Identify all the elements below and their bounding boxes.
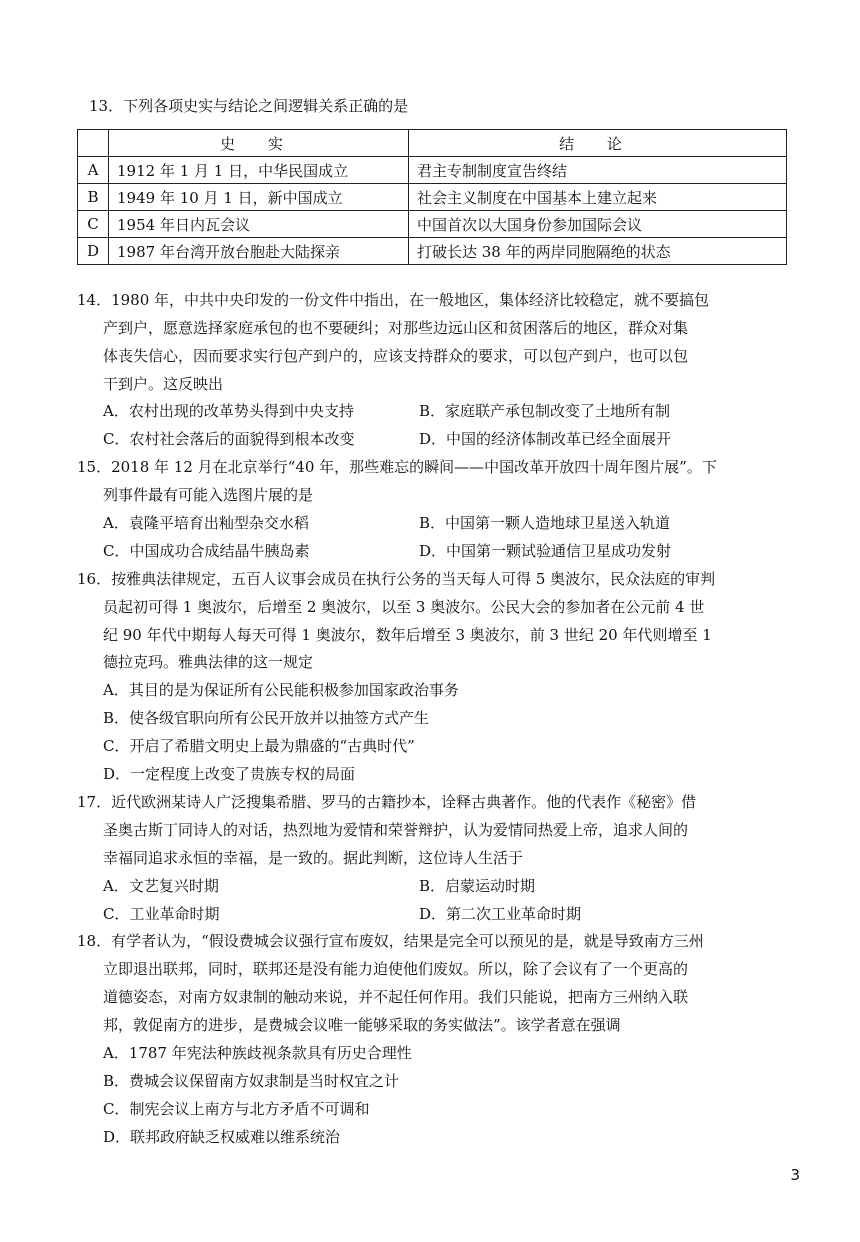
q15-option-c[interactable]: C．中国成功合成结晶牛胰岛素 (103, 542, 310, 560)
header-fact: 史 实 (109, 130, 409, 157)
q14-line-4: 干到户。这反映出 (103, 375, 224, 393)
q17-line-2: 圣奥古斯丁同诗人的对话，热烈地为爱情和荣誉辩护，认为爱情同热爱上帝，追求人间的 (103, 821, 689, 839)
q13-stem: 13．下列各项史实与结论之间逻辑关系正确的是 (89, 97, 409, 115)
table-row (78, 211, 787, 238)
q18-option-c[interactable]: C．制宪会议上南方与北方矛盾不可调和 (103, 1100, 370, 1118)
row-conclusion: 社会主义制度在中国基本上建立起来 (409, 184, 787, 211)
q17-line-1: 17．近代欧洲某诗人广泛搜集希腊、罗马的古籍抄本，诠释古典著作。他的代表作《秘密》借 (77, 793, 697, 811)
table-row (78, 184, 787, 211)
q18-line-1: 18．有学者认为，“假设费城会议强行宣布废奴，结果是完全可以预见的是，就是导致南方三州 (77, 932, 704, 950)
q18-option-a[interactable]: A．1787 年宪法种族歧视条款具有历史合理性 (103, 1044, 412, 1062)
q16-line-1: 16．按雅典法律规定，五百人议事会成员在执行公务的当天每人可得 5 奥波尔，民众法庭的审判 (77, 570, 716, 588)
q18-option-b[interactable]: B．费城会议保留南方奴隶制是当时权宜之计 (103, 1072, 400, 1090)
q17-option-a[interactable]: A．文艺复兴时期 (103, 877, 219, 895)
q14-option-b[interactable]: B．家庭联产承包制改变了土地所有制 (419, 402, 671, 420)
q14-line-1: 14．1980 年，中共中央印发的一份文件中指出，在一般地区，集体经济比较稳定，就不要搞包 (77, 291, 710, 309)
table-header-row (78, 130, 787, 157)
q18-line-3: 道德姿态，对南方奴隶制的触动来说，并不起任何作用。我们只能说，把南方三州纳入联 (103, 988, 689, 1006)
q16-option-d[interactable]: D．一定程度上改变了贵族专权的局面 (103, 765, 356, 783)
q16-line-3: 纪 90 年代中期每人每天可得 1 奥波尔，数年后增至 3 奥波尔，前 3 世纪 20 年代则增至 1 (103, 626, 712, 644)
row-letter: D (78, 238, 109, 265)
row-conclusion: 君主专制制度宣告终结 (409, 157, 787, 184)
table-row (78, 238, 787, 265)
row-fact: 1912 年 1 月 1 日，中华民国成立 (109, 157, 409, 184)
q17-option-d[interactable]: D．第二次工业革命时期 (419, 905, 582, 923)
row-conclusion: 打破长达 38 年的两岸同胞隔绝的状态 (409, 238, 787, 265)
header-conclusion: 结 论 (409, 130, 787, 157)
row-letter: B (78, 184, 109, 211)
q13-table (77, 129, 787, 265)
q18-option-d[interactable]: D．联邦政府缺乏权威难以维系统治 (103, 1128, 341, 1146)
row-conclusion: 中国首次以大国身份参加国际会议 (409, 211, 787, 238)
q16-option-a[interactable]: A．其目的是为保证所有公民能积极参加国家政治事务 (103, 681, 459, 699)
q15-option-d[interactable]: D．中国第一颗试验通信卫星成功发射 (419, 542, 672, 560)
q14-line-3: 体丧失信心，因而要求实行包产到户的，应该支持群众的要求，可以包产到户，也可以包 (103, 347, 689, 365)
row-fact: 1949 年 10 月 1 日，新中国成立 (109, 184, 409, 211)
page-number: 3 (790, 1166, 800, 1184)
row-letter: A (78, 157, 109, 184)
table-row (78, 157, 787, 184)
q15-line-2: 列事件最有可能入选图片展的是 (103, 486, 314, 504)
q18-line-2: 立即退出联邦，同时，联邦还是没有能力迫使他们废奴。所以，除了会议有了一个更高的 (103, 960, 689, 978)
q14-option-c[interactable]: C．农村社会落后的面貌得到根本改变 (103, 430, 355, 448)
q16-line-2: 员起初可得 1 奥波尔，后增至 2 奥波尔，以至 3 奥波尔。公民大会的参加者在公元前 4 世 (103, 598, 705, 616)
q14-line-2: 产到户，愿意选择家庭承包的也不要硬纠；对那些边远山区和贫困落后的地区，群众对集 (103, 319, 689, 337)
q15-option-a[interactable]: A．袁隆平培育出籼型杂交水稻 (103, 514, 309, 532)
q16-option-c[interactable]: C．开启了希腊文明史上最为鼎盛的“古典时代” (103, 737, 415, 755)
q17-line-3: 幸福同追求永恒的幸福，是一致的。据此判断，这位诗人生活于 (103, 849, 524, 867)
row-fact: 1987 年台湾开放台胞赴大陆探亲 (109, 238, 409, 265)
q15-line-1: 15．2018 年 12 月在北京举行“40 年，那些难忘的瞬间——中国改革开放四十周年图片展”。下 (77, 458, 717, 476)
q18-line-4: 邦，敦促南方的进步，是费城会议唯一能够采取的务实做法”。该学者意在强调 (103, 1016, 621, 1034)
q15-option-b[interactable]: B．中国第一颗人造地球卫星送入轨道 (419, 514, 671, 532)
q16-line-4: 德拉克玛。雅典法律的这一规定 (103, 653, 314, 671)
header-letter (78, 130, 109, 157)
q14-option-a[interactable]: A．农村出现的改革势头得到中央支持 (103, 402, 354, 420)
q17-option-c[interactable]: C．工业革命时期 (103, 905, 220, 923)
row-fact: 1954 年日内瓦会议 (109, 211, 409, 238)
q16-option-b[interactable]: B．使各级官职向所有公民开放并以抽签方式产生 (103, 709, 430, 727)
q17-option-b[interactable]: B．启蒙运动时期 (419, 877, 536, 895)
q14-option-d[interactable]: D．中国的经济体制改革已经全面展开 (419, 430, 672, 448)
row-letter: C (78, 211, 109, 238)
